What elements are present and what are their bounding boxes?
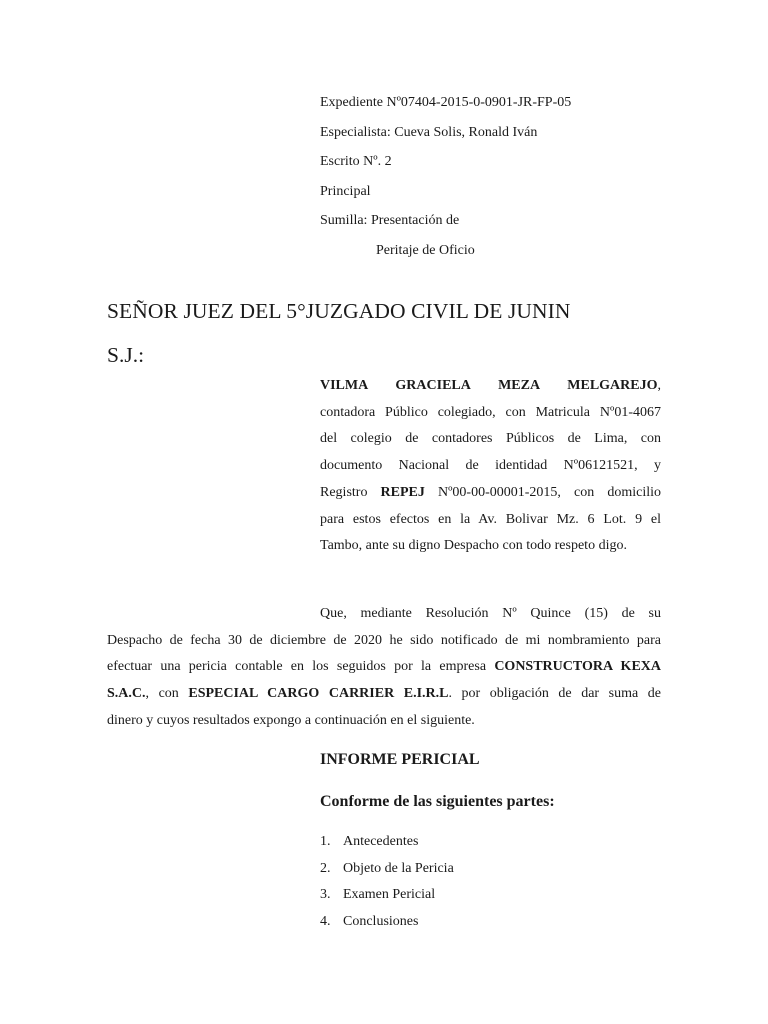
- notebook-type: Principal: [320, 183, 371, 199]
- list-item-label: Conclusiones: [343, 914, 419, 930]
- party-identification: [320, 373, 661, 560]
- company-name-1: CONSTRUCTORA KEXA: [494, 659, 662, 675]
- body-line-3: [107, 654, 661, 681]
- list-item-label: Antecedentes: [343, 834, 419, 849]
- report-parts-list: [320, 829, 454, 936]
- specialist: Especialista: Cueva Solis, Ronald Iván: [320, 124, 538, 140]
- party-line-3: del colegio de contadores Públicos de Lima, con: [320, 431, 661, 447]
- party-line-5-c: Nº00-00-00001-2015, con domicilio: [424, 484, 661, 500]
- list-item-number: 2.: [320, 860, 331, 876]
- party-name-word: MELGAREJO: [567, 378, 658, 393]
- list-item: [320, 882, 454, 909]
- list-item-number: 4.: [320, 914, 331, 930]
- body-line-4: [107, 681, 661, 708]
- body-paragraph: [107, 601, 661, 735]
- body-line-3-a: efectuar una pericia contable en los seguidos por la empresa: [107, 659, 495, 675]
- party-name-word: GRACIELA: [395, 378, 471, 393]
- company-name-2: ESPECIAL CARGO CARRIER E.I.R.L: [188, 686, 449, 702]
- court-addressee: SEÑOR JUEZ DEL 5°JUZGADO CIVIL DE JUNIN: [107, 299, 571, 323]
- body-line-2: Despacho de fecha 30 de diciembre de 2020 he sido notificado de mi nombramiento para: [107, 632, 661, 648]
- report-subtitle: Conforme de las siguientes partes:: [320, 793, 555, 810]
- body-line-5: dinero y cuyos resultados expongo a continuación en el siguiente.: [107, 712, 475, 728]
- report-title: INFORME PERICIAL: [320, 751, 480, 768]
- party-name-punct: ,: [657, 378, 661, 393]
- party-line-5-a: Registro: [320, 484, 381, 500]
- party-line-6: para estos efectos en la Av. Bolivar Mz. 6 Lot. 9 el: [320, 511, 661, 527]
- body-line-1: Que, mediante Resolución Nº Quince (15) de su: [320, 606, 661, 621]
- summary-line-1: Sumilla: Presentación de: [320, 213, 460, 229]
- list-item: [320, 856, 454, 883]
- company-name-1-suffix: S.A.C.: [107, 686, 146, 702]
- list-item-label: Objeto de la Pericia: [343, 860, 454, 876]
- case-number: Expediente Nº07404-2015-0-0901-JR-FP-05: [320, 95, 572, 110]
- case-header: [320, 88, 571, 266]
- party-name-word: VILMA: [320, 378, 369, 393]
- party-line-7: Tambo, ante su digno Despacho con todo respeto digo.: [320, 538, 627, 554]
- party-line-4: documento Nacional de identidad Nº06121521, y: [320, 458, 661, 474]
- list-item: [320, 909, 454, 936]
- list-item: [320, 829, 454, 856]
- party-line-5: [320, 480, 661, 507]
- list-item-number: 3.: [320, 887, 331, 903]
- party-name-line: [320, 373, 661, 400]
- body-line-4-b: , con: [145, 686, 189, 702]
- body-line-4-d: . por obligación de dar suma de: [448, 686, 661, 702]
- list-item-label: Examen Pericial: [343, 887, 436, 903]
- court-abbreviation: S.J.:: [107, 343, 145, 367]
- party-line-2: contadora Público colegiado, con Matricula Nº01-4067: [320, 404, 661, 420]
- party-registry-label: REPEJ: [380, 484, 425, 500]
- summary-line-2: Peritaje de Oficio: [376, 242, 475, 258]
- party-name-word: MEZA: [498, 378, 541, 393]
- list-item-number: 1.: [320, 834, 331, 849]
- filing-number: Escrito Nº. 2: [320, 154, 392, 170]
